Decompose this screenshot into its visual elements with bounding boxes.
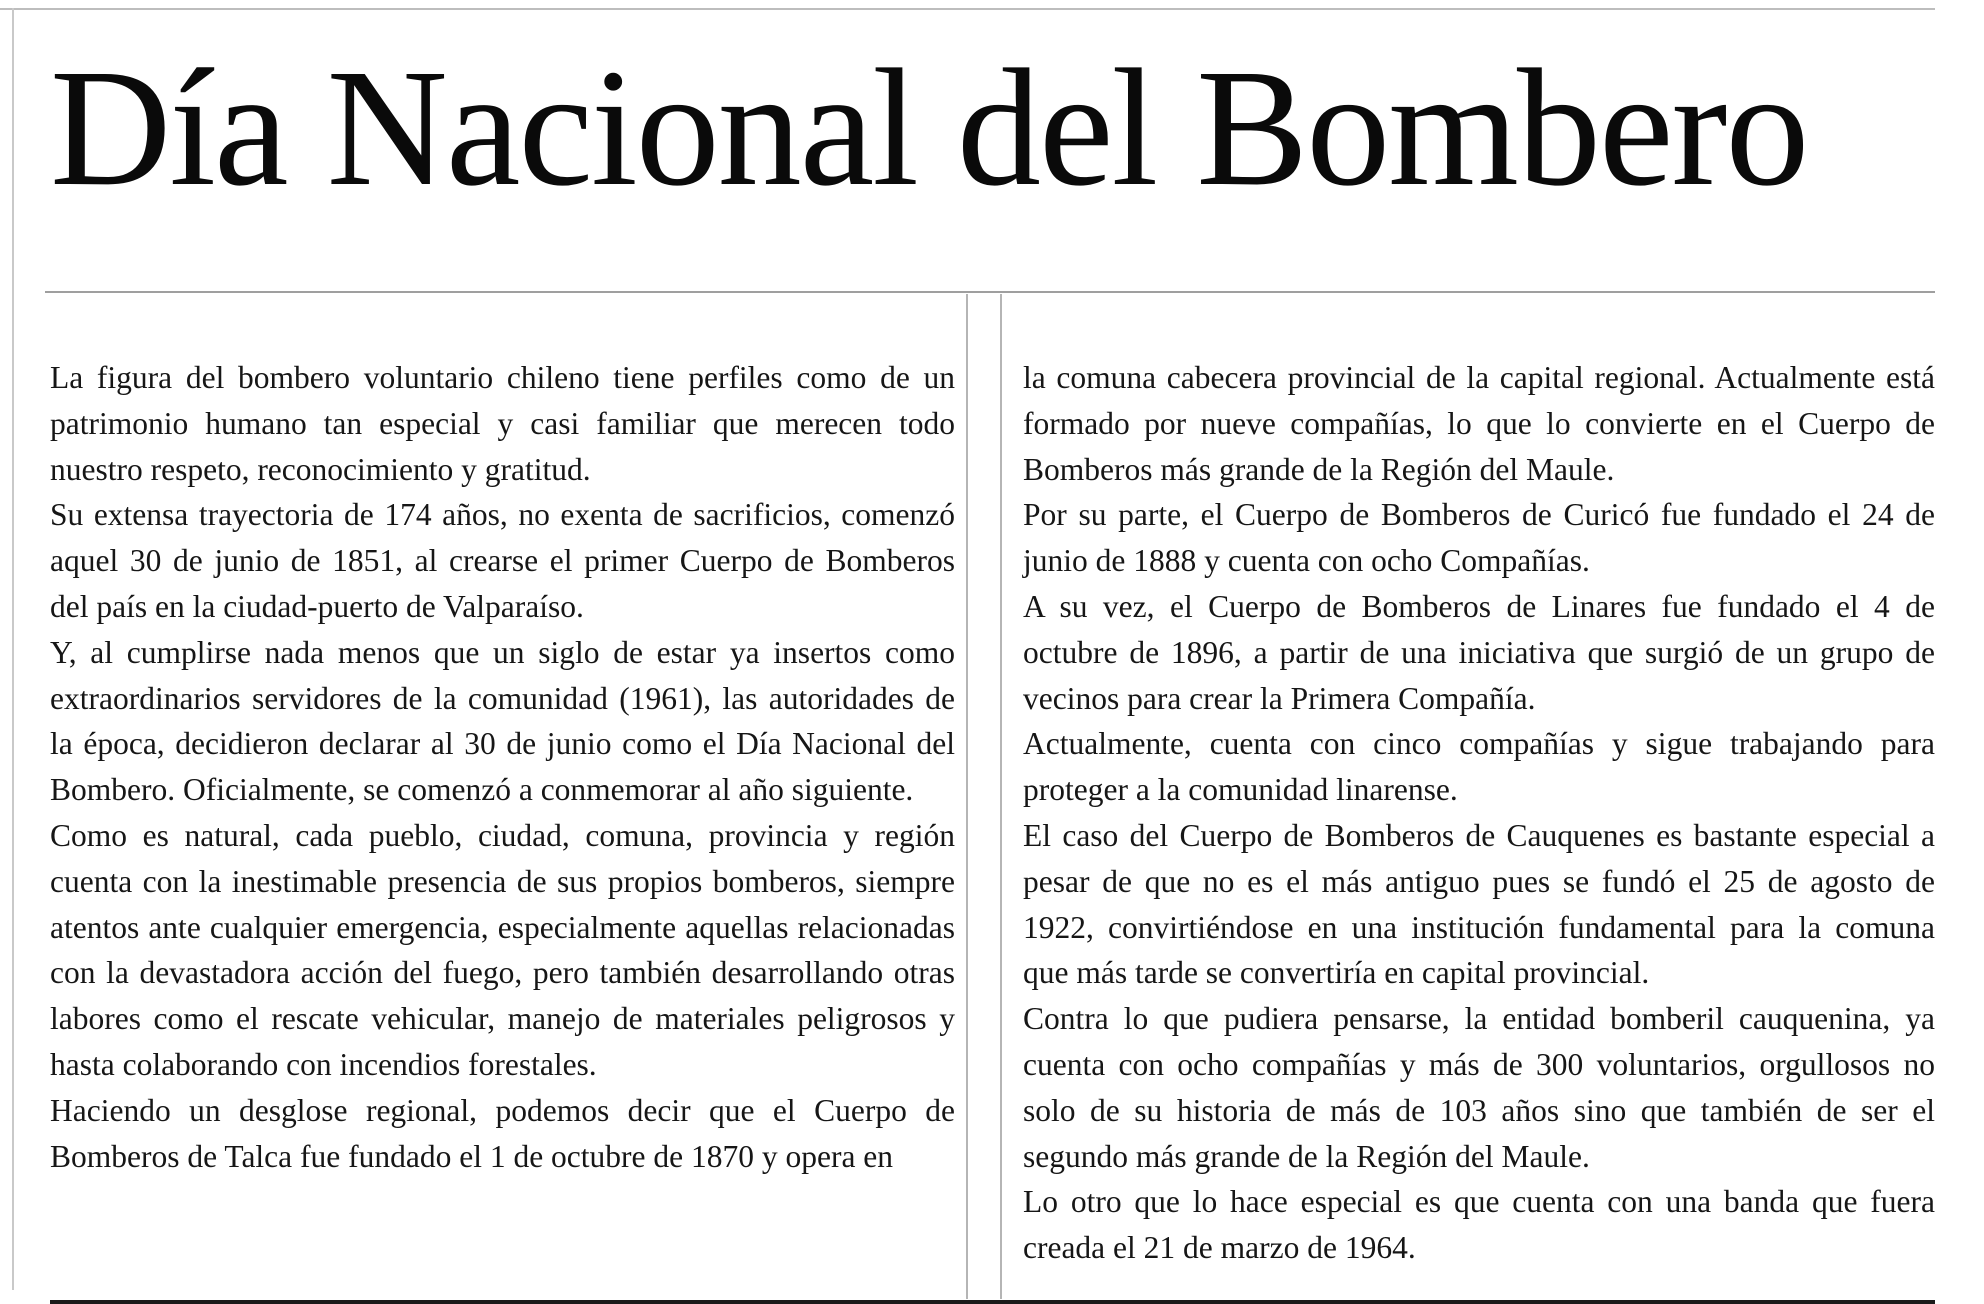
paragraph: Lo otro que lo hace especial es que cuenta con una banda que fuera creada el 21 de marzo de 1964. xyxy=(1023,1184,1935,1266)
top-border-rule xyxy=(0,8,1935,10)
paragraph: Haciendo un desglose regional, podemos decir que el Cuerpo de Bomberos de Talca fue fundado el 1 de octubre de 1870 y opera en xyxy=(50,1092,955,1174)
paragraph: Por su parte, el Cuerpo de Bomberos de Curicó fue fundado el 24 de junio de 1888 y cuenta con ocho Compañías. xyxy=(1023,497,1935,579)
column-divider-left xyxy=(966,294,968,1299)
left-border-rule xyxy=(12,8,14,1290)
paragraph: Como es natural, cada pueblo, ciudad, comuna, provincia y región cuenta con la inestimable presencia de sus propios bomberos, siempre atentos ante cualquier emergencia, especialmente aquellas relacionadas con la devastadora acción del fuego, pero también desarrollando otras labores como el rescate vehicular, manejo de materiales peligrosos y hasta colaborando con incendios forestales. xyxy=(50,817,955,1082)
paragraph: Y, al cumplirse nada menos que un siglo de estar ya insertos como extraordinarios servidores de la comunidad (1961), las autoridades de la época, decidieron declarar al 30 de junio como el Día Nacional del Bombero. Oficialmente, se comenzó a conmemorar al año siguiente. xyxy=(50,634,955,808)
paragraph: Su extensa trayectoria de 174 años, no exenta de sacrificios, comenzó aquel 30 de junio de 1851, al crearse el primer Cuerpo de Bomberos del país en la ciudad-puerto de Valparaíso. xyxy=(50,497,955,624)
headline-divider xyxy=(45,291,1935,293)
bottom-border-rule xyxy=(50,1300,1935,1304)
paragraph: La figura del bombero voluntario chileno tiene perfiles como de un patrimonio humano tan especial y casi familiar que merecen todo nuestro respeto, reconocimiento y gratitud. xyxy=(50,360,955,487)
paragraph: la comuna cabecera provincial de la capital regional. Actualmente está formado por nueve compañías, lo que lo convierte en el Cuerpo de Bomberos más grande de la Región del Maule. xyxy=(1023,360,1935,487)
column-divider-right xyxy=(1000,294,1002,1299)
article-headline: Día Nacional del Bombero xyxy=(50,35,1808,221)
paragraph: El caso del Cuerpo de Bomberos de Cauquenes es bastante especial a pesar de que no es el más antiguo pues se fundó el 25 de agosto de 1922, convirtiéndose en una institución fundamental para la comuna que más tarde se convertiría en capital provincial. xyxy=(1023,817,1935,991)
paragraph: Actualmente, cuenta con cinco compañías y sigue trabajando para proteger a la comunidad linarense. xyxy=(1023,726,1935,808)
paragraph: Contra lo que pudiera pensarse, la entidad bomberil cauquenina, ya cuenta con ocho compañías y más de 300 voluntarios, orgullosos no solo de su historia de más de 103 años sino que también de ser el segundo más grande de la Región del Maule. xyxy=(1023,1001,1935,1174)
article-column-left xyxy=(50,355,955,1179)
article-column-right xyxy=(1023,355,1935,1271)
paragraph: A su vez, el Cuerpo de Bomberos de Linares fue fundado el 4 de octubre de 1896, a partir de una iniciativa que surgió de un grupo de vecinos para crear la Primera Compañía. xyxy=(1023,588,1935,716)
